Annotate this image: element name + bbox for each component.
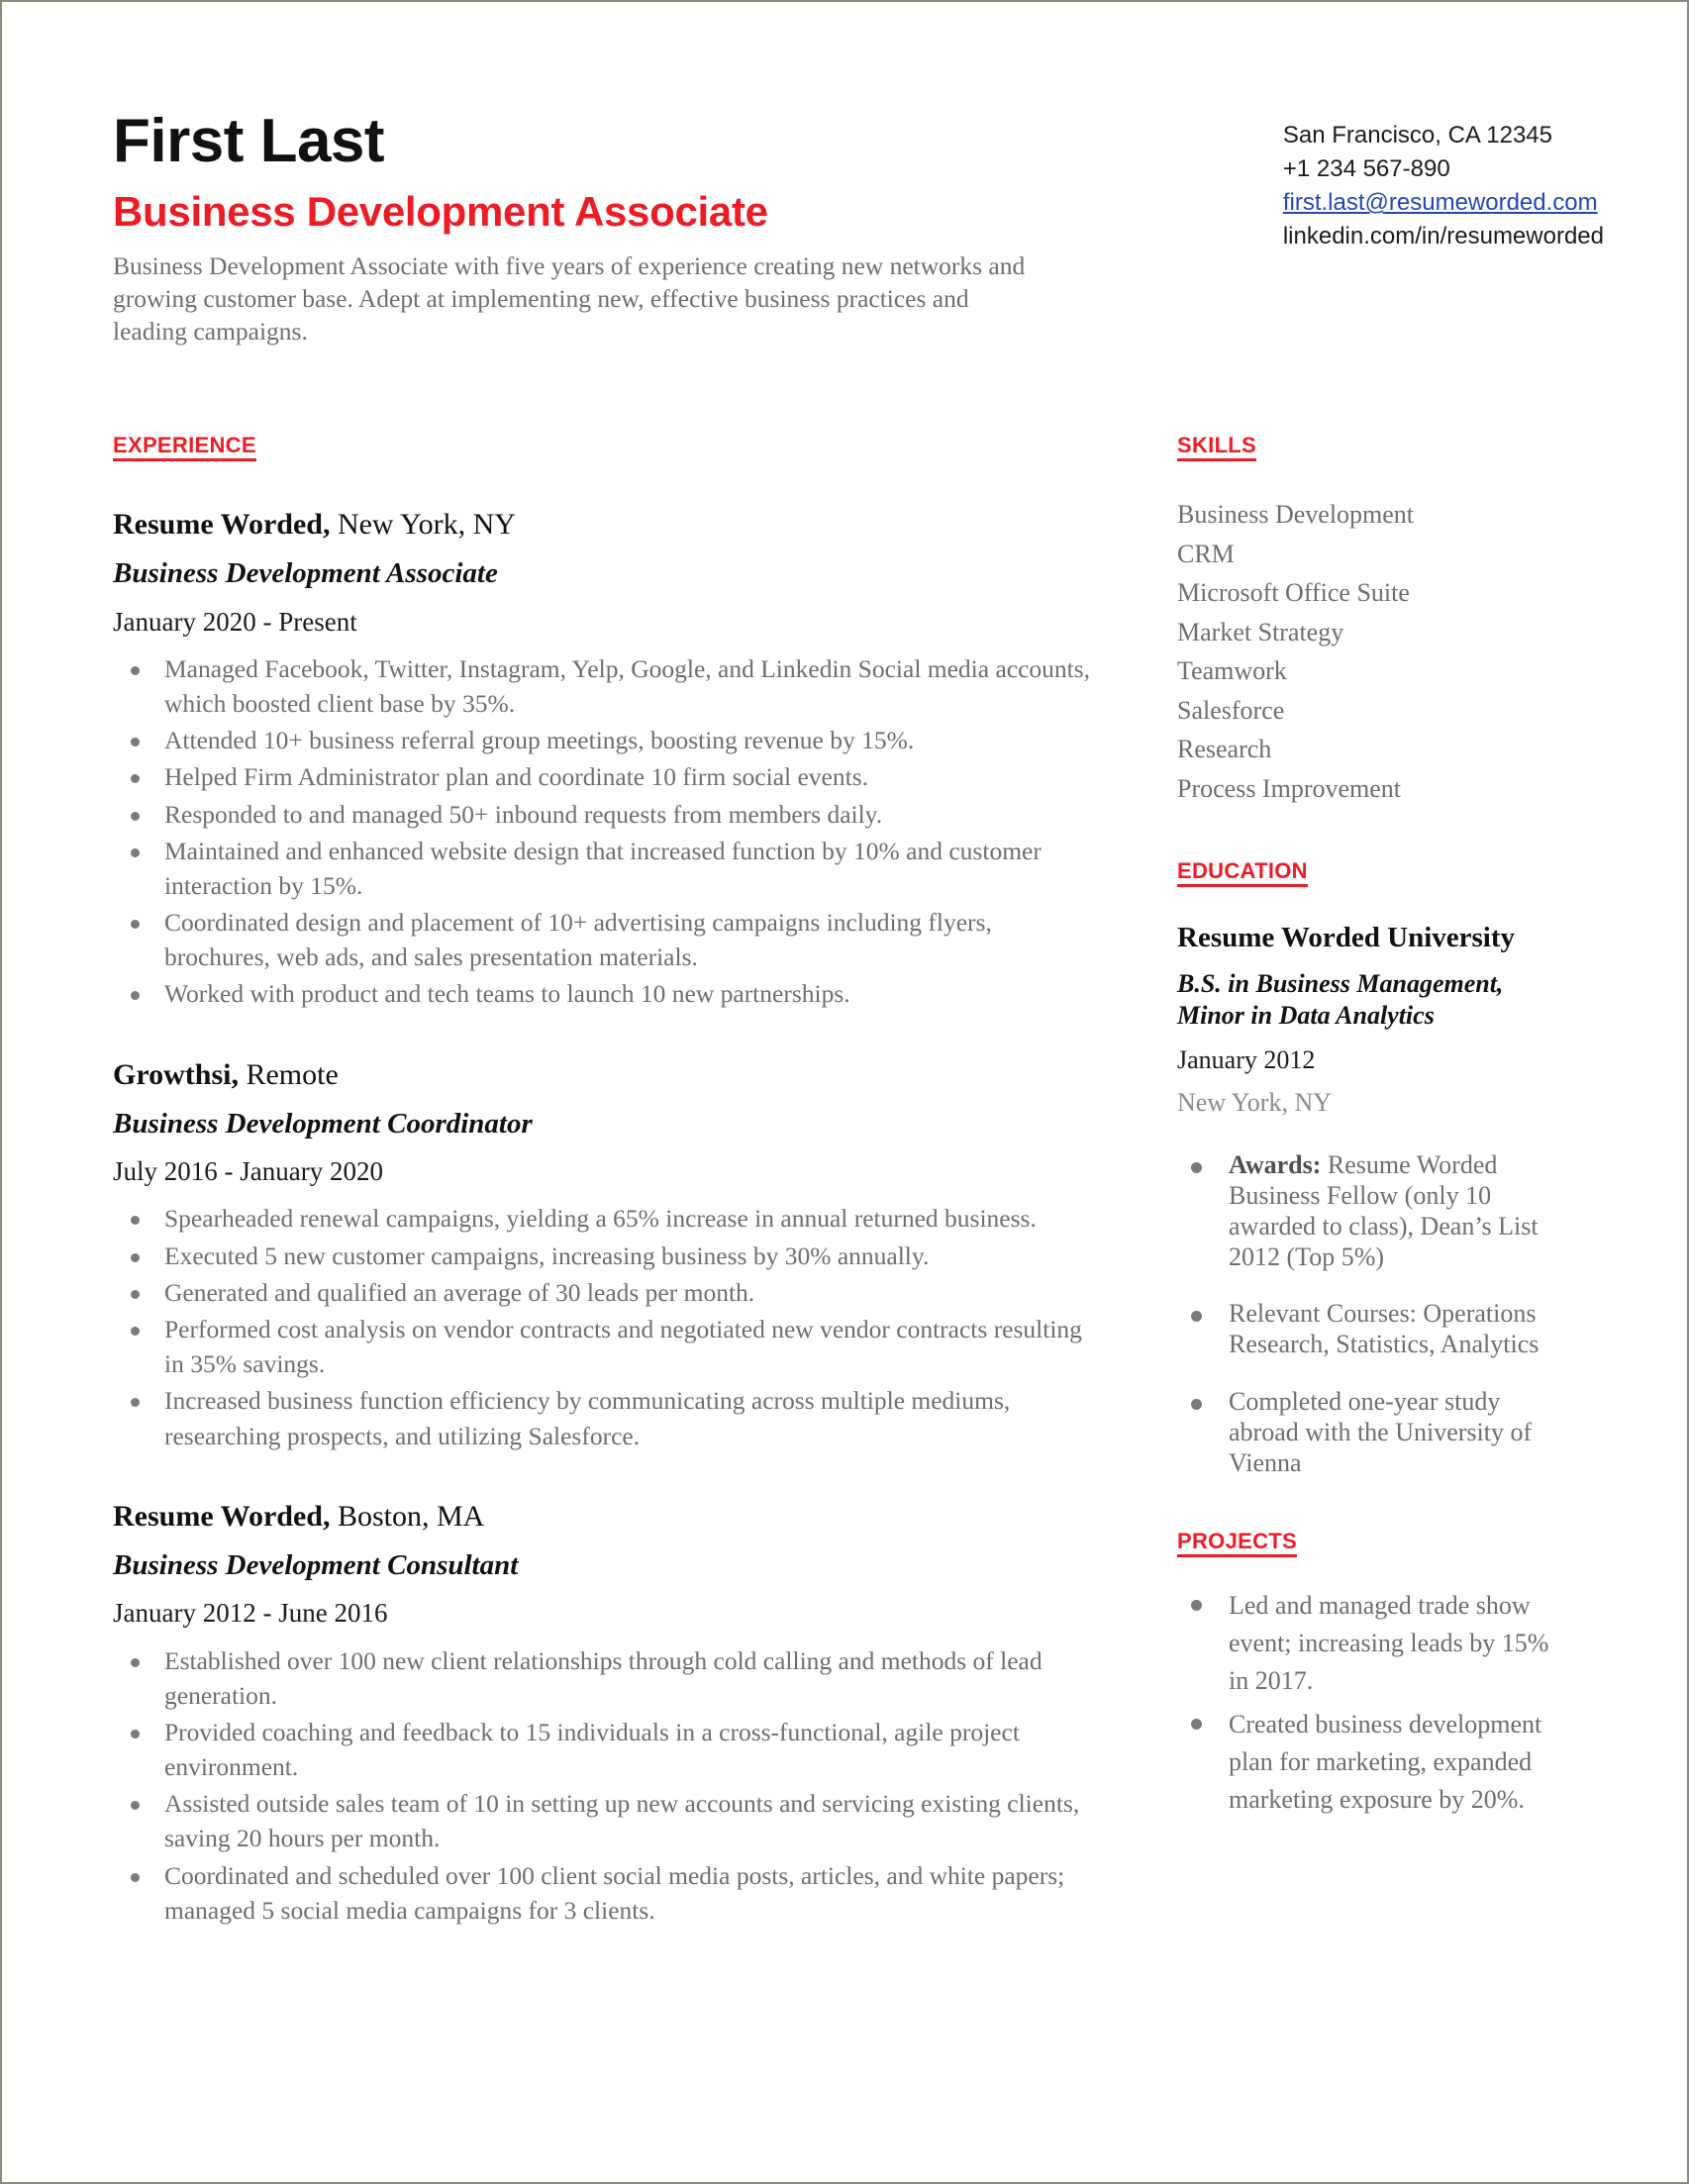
- section-heading-education: EDUCATION: [1177, 859, 1308, 887]
- resume-header: [113, 109, 1604, 348]
- left-column: [113, 434, 1103, 1930]
- contact-linkedin: linkedin.com/in/resumeworded: [1282, 223, 1604, 250]
- education-bullet-label: Awards:: [1229, 1149, 1322, 1179]
- experience-company: Growthsi,: [113, 1057, 239, 1091]
- experience-entry: [113, 1497, 1103, 1928]
- list-item: Provided coaching and feedback to 15 individuals in a cross-functional, agile project environment.: [113, 1715, 1103, 1784]
- header-left: [113, 109, 1103, 348]
- experience-dates: July 2016 - January 2020: [113, 1156, 383, 1187]
- skill-item: Research: [1177, 735, 1272, 764]
- list-item: Established over 100 new client relationships through cold calling and methods of lead generation.: [113, 1643, 1103, 1713]
- experience-location: New York, NY: [330, 508, 516, 541]
- list-item: Generated and qualified an average of 30 leads per month.: [113, 1275, 1103, 1310]
- experience-company-line: [113, 1497, 1103, 1536]
- list-item: Assisted outside sales team of 10 in setting up new accounts and servicing existing clients, saving 20 hours per month.: [113, 1786, 1103, 1855]
- experience-list: [113, 505, 1103, 1928]
- list-item: Worked with product and tech teams to launch 10 new partnerships.: [113, 976, 1103, 1011]
- skill-item: Process Improvement: [1177, 773, 1402, 803]
- experience-dates: January 2012 - June 2016: [113, 1598, 388, 1629]
- education-bullets: [1177, 1149, 1568, 1479]
- right-column: [1177, 434, 1568, 1825]
- education-section: [1177, 859, 1568, 1478]
- projects-list: [1177, 1587, 1568, 1819]
- experience-bullet-list: [113, 651, 1103, 1012]
- experience-bullet-list: [113, 1201, 1103, 1452]
- education-degree: B.S. in Business Management, Minor in Data Analytics: [1177, 969, 1504, 1030]
- skill-item: Teamwork: [1177, 656, 1287, 686]
- experience-role: Business Development Associate: [113, 557, 498, 589]
- list-item: Completed one-year study abroad with the University of Vienna: [1177, 1386, 1568, 1479]
- skill-item: Business Development: [1177, 500, 1415, 529]
- education-location: New York, NY: [1177, 1088, 1333, 1118]
- list-item: Created business development plan for marketing, expanded marketing exposure by 20%.: [1177, 1706, 1568, 1819]
- experience-company: Resume Worded,: [113, 508, 331, 541]
- contact-location: San Francisco, CA 12345: [1282, 122, 1552, 149]
- list-item: Increased business function efficiency by communicating across multiple mediums, researching prospects, and utilizing Salesforce.: [113, 1383, 1103, 1452]
- header-job-title: Business Development Associate: [113, 188, 768, 236]
- experience-entry: [113, 505, 1103, 1012]
- experience-dates: January 2020 - Present: [113, 606, 357, 637]
- skill-item: CRM: [1177, 539, 1235, 568]
- list-item: Performed cost analysis on vendor contracts and negotiated new vendor contracts resulting in 35% savings.: [113, 1312, 1103, 1381]
- list-item: Spearheaded renewal campaigns, yielding a 65% increase in annual returned business.: [113, 1201, 1103, 1236]
- section-heading-experience: EXPERIENCE: [113, 434, 256, 461]
- skill-item: Salesforce: [1177, 695, 1285, 725]
- list-item: Led and managed trade show event; increasing leads by 15% in 2017.: [1177, 1587, 1568, 1700]
- list-item: Coordinated and scheduled over 100 client social media posts, articles, and white papers; managed 5 social media campaigns for 3 clients.: [113, 1858, 1103, 1928]
- skills-list: [1177, 495, 1568, 808]
- contact-phone: +1 234 567-890: [1282, 155, 1450, 183]
- contact-email-link[interactable]: first.last@resumeworded.com: [1282, 189, 1598, 217]
- list-item: Maintained and enhanced website design that increased function by 10% and customer interaction by 15%.: [113, 834, 1103, 903]
- contact-block: [1283, 109, 1604, 253]
- list-item: Helped Firm Administrator plan and coordinate 10 firm social events.: [113, 759, 1103, 794]
- experience-bullet-list: [113, 1643, 1103, 1929]
- page-title: First Last: [113, 107, 385, 175]
- header-summary: Business Development Associate with five years of experience creating new networks and growing customer base. Adept at implementing new, effective business practices and leading campaigns.: [113, 250, 1026, 347]
- education-school: Resume Worded University: [1177, 922, 1516, 954]
- list-item: Attended 10+ business referral group meetings, boosting revenue by 15%.: [113, 723, 1103, 757]
- experience-role: Business Development Consultant: [113, 1548, 519, 1581]
- experience-company-line: [113, 505, 1103, 544]
- skill-item: Market Strategy: [1177, 617, 1344, 646]
- list-item: Responded to and managed 50+ inbound requests from members daily.: [113, 797, 1103, 832]
- list-item: Awards: Resume Worded Business Fellow (only 10 awarded to class), Dean’s List 2012 (Top 5%): [1177, 1149, 1568, 1273]
- list-item: Managed Facebook, Twitter, Instagram, Yelp, Google, and Linkedin Social media accounts, which boosted client base by 35%.: [113, 651, 1103, 721]
- skills-section: [1177, 434, 1568, 808]
- list-item: Coordinated design and placement of 10+ advertising campaigns including flyers, brochures, web ads, and sales presentation materials.: [113, 905, 1103, 974]
- experience-company-line: [113, 1055, 1103, 1094]
- resume-body: [113, 434, 1604, 1930]
- section-heading-projects: PROJECTS: [1177, 1530, 1297, 1557]
- list-item: Executed 5 new customer campaigns, increasing business by 30% annually.: [113, 1239, 1103, 1273]
- experience-location: Remote: [238, 1057, 339, 1091]
- experience-entry: [113, 1055, 1103, 1453]
- skill-item: Microsoft Office Suite: [1177, 578, 1410, 608]
- experience-location: Boston, MA: [330, 1499, 485, 1533]
- section-heading-skills: SKILLS: [1177, 434, 1256, 461]
- list-item: Relevant Courses: Operations Research, Statistics, Analytics: [1177, 1298, 1568, 1359]
- experience-role: Business Development Coordinator: [113, 1107, 533, 1140]
- projects-section: [1177, 1530, 1568, 1819]
- education-date: January 2012: [1177, 1044, 1316, 1074]
- experience-company: Resume Worded,: [113, 1499, 331, 1533]
